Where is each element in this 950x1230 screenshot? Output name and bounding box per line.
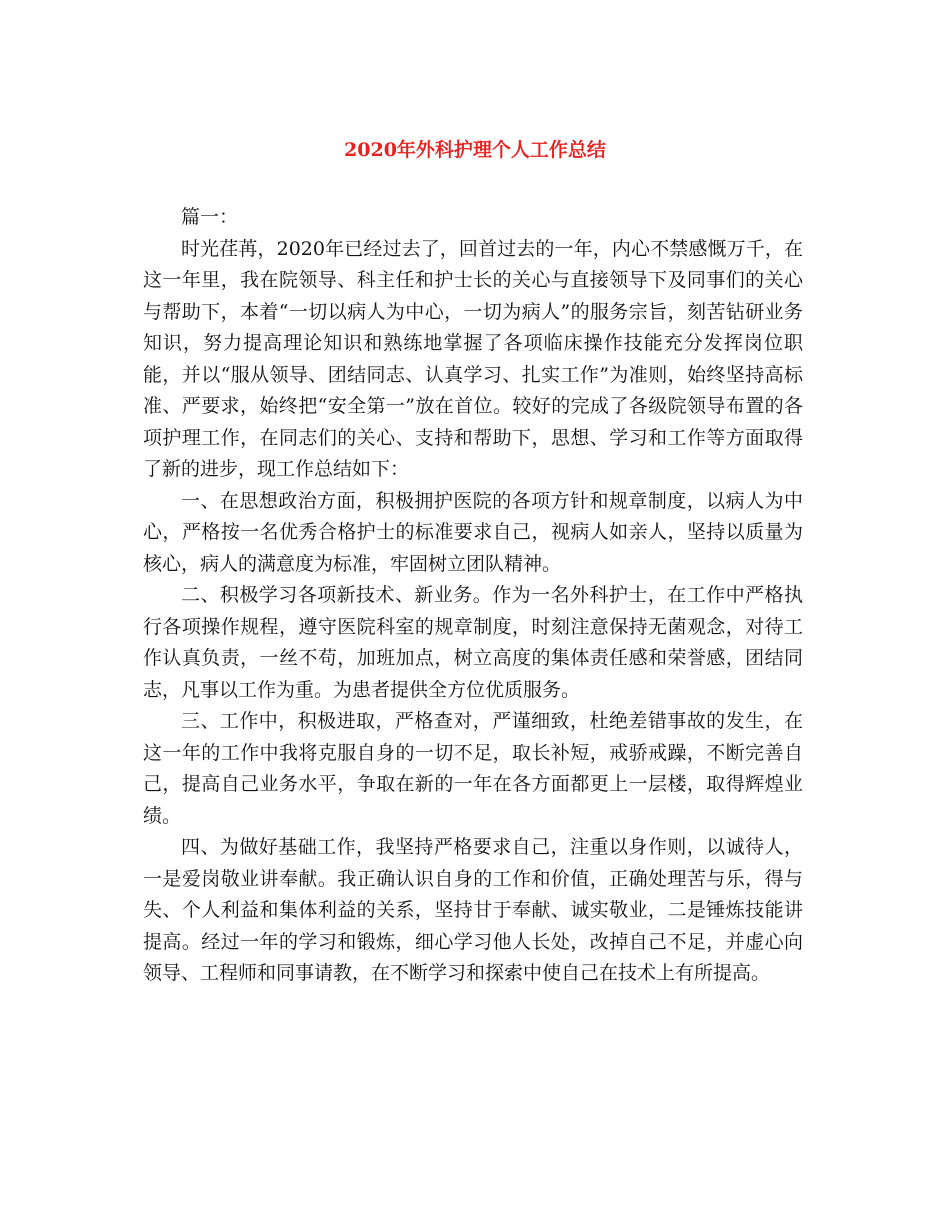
- paragraph-item-2: 二、积极学习各项新技术、新业务。作为一名外科护士，在工作中严格执行各项操作规程，遵守医院科室的规章制度，时刻注意保持无菌观念，对待工作认真负责，一丝不苟，加班加点，树立高度的集体责任感和荣誉感，团结同志，凡事以工作为重。为患者提供全方位优质服务。: [143, 584, 803, 701]
- intro-paragraph: 时光荏苒，2020年已经过去了，回首过去的一年，内心不禁感慨万千，在这一年里，我在院领导、科主任和护士长的关心与直接领导下及同事们的关心与帮助下，本着“一切以病人为中心，一切为病人”的服务宗旨，刻苦钻研业务知识，努力提高理论知识和熟练地掌握了各项临床操作技能充分发挥岗位职能，并以“服从领导、团结同志、认真学习、扎实工作”为准则，始终坚持高标准、严要求，始终把“安全第一”放在首位。较好的完成了各级院领导布置的各项护理工作，在同志们的关心、支持和帮助下，思想、学习和工作等方面取得了新的进步，现工作总结如下：: [143, 237, 803, 480]
- paragraph-item-1: 一、在思想政治方面，积极拥护医院的各项方针和规章制度，以病人为中心，严格按一名优秀合格护士的标准要求自己，视病人如亲人，坚持以质量为核心，病人的满意度为标准，牢固树立团队精神。: [143, 489, 803, 575]
- section-heading: 篇一：: [181, 206, 239, 228]
- document-body: [143, 202, 803, 990]
- document-title: 2020年外科护理个人工作总结: [344, 139, 606, 161]
- paragraph-item-4: 四、为做好基础工作，我坚持严格要求自己，注重以身作则，以诚待人，一是爱岗敬业讲奉献。我正确认识自身的工作和价值，正确处理苦与乐，得与失、个人利益和集体利益的关系，坚持甘于奉献、诚实敬业，二是锤炼技能讲提高。经过一年的学习和锻炼，细心学习他人长处，改掉自己不足，并虚心向领导、工程师和同事请教，在不断学习和探索中使自己在技术上有所提高。: [143, 836, 803, 984]
- paragraph-item-3: 三、工作中，积极进取，严格查对，严谨细致，杜绝差错事故的发生，在这一年的工作中我将克服自身的一切不足，取长补短，戒骄戒躁，不断完善自己，提高自己业务水平，争取在新的一年在各方面都更上一层楼，取得辉煌业绩。: [143, 710, 803, 827]
